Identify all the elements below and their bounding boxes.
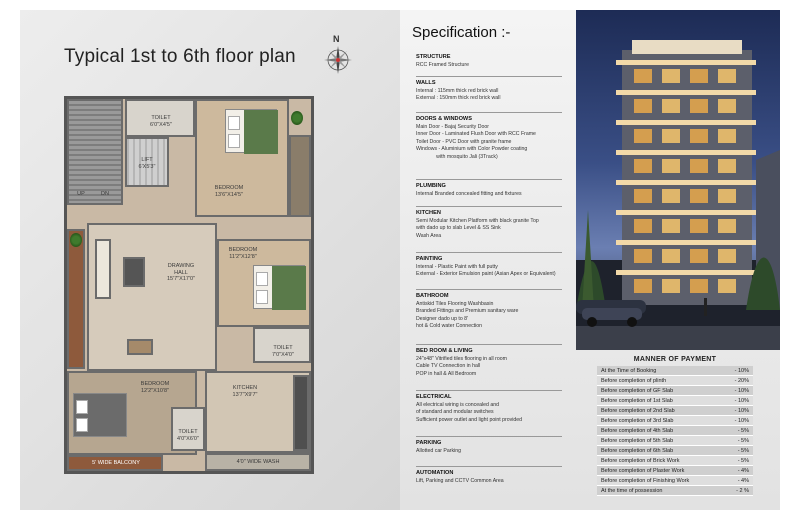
toilet-2-label: TOILET 7'0"X4'0": [272, 345, 294, 358]
building-window: [634, 249, 652, 263]
spec-line: External : 150mm thick red brick wall: [416, 95, 501, 102]
plant-icon: [291, 111, 303, 125]
spec-divider: [416, 112, 562, 113]
spec-section: [416, 54, 566, 69]
spec-heading: AUTOMATION: [416, 470, 454, 476]
payment-table: [597, 366, 753, 496]
payment-percent: - 10%: [734, 408, 749, 414]
center-table: [123, 257, 145, 287]
spec-line: Internal Branded concealed fitting and fixtures: [416, 191, 522, 197]
floor-plan-title: Typical 1st to 6th floor plan: [64, 46, 296, 67]
building-window: [662, 99, 680, 113]
spec-line: Sufficient power outlet and light point provided: [416, 416, 523, 423]
spec-line: Internal - Plastic Paint with full putty: [416, 264, 498, 270]
payment-stage: Before completion of plinth: [601, 378, 667, 384]
building-window: [634, 159, 652, 173]
spec-heading: WALLS: [416, 80, 436, 86]
payment-percent: - 4%: [737, 468, 749, 474]
building-slab: [616, 240, 756, 245]
spec-line: hot & Cold water Connection: [416, 323, 483, 330]
spec-line: RCC Framed Structure: [416, 62, 470, 68]
payment-stage: Before completion of 1st Slab: [601, 398, 673, 404]
kitchen-label: KITCHEN 13'7"X9'7": [232, 385, 258, 398]
building-window: [718, 99, 736, 113]
spec-line: Branded Fittings and Premium sanitary ware: [416, 308, 519, 315]
building-window: [634, 129, 652, 143]
payment-row: [597, 416, 753, 426]
plant-icon: [70, 233, 82, 247]
building-slab: [616, 210, 756, 215]
spec-line: Toilet Door - PVC Door with granite frame: [416, 138, 512, 145]
spec-line: Lift, Parking and CCTV Common Area: [416, 478, 504, 484]
spec-line: with mosquito Jali (3Track): [416, 153, 498, 160]
bed-2: [253, 265, 305, 309]
spec-heading: DOORS & WINDOWS: [416, 116, 472, 122]
building-window: [662, 249, 680, 263]
spec-heading: PLUMBING: [416, 183, 446, 189]
building-window: [690, 99, 708, 113]
spec-section: [416, 470, 566, 485]
payment-percent: - 20%: [734, 378, 749, 384]
building-illustration: [576, 10, 780, 350]
stair-down-label: DN: [101, 191, 109, 197]
spec-line: Allotted car Parking: [416, 448, 461, 454]
building-window: [718, 219, 736, 233]
building-slab: [616, 90, 756, 95]
spec-line: Semi Modular Kitchen Platform with black granite Top: [416, 218, 539, 224]
building-window: [690, 189, 708, 203]
spec-line: 24"x48" Vitrified tiles flooring in all room: [416, 356, 507, 362]
spec-heading: PARKING: [416, 440, 442, 446]
stair-up-label: UP: [77, 191, 85, 197]
building-window: [690, 279, 708, 293]
dining-table: [127, 339, 153, 355]
bedroom-1-label: BEDROOM 13'6"X14'5": [214, 185, 244, 198]
wash-area-label: 4'0" WIDE WASH: [236, 459, 280, 465]
spec-line: All electrical wiring is concealed and: [416, 402, 500, 408]
spec-section: [416, 116, 566, 161]
payment-row: [597, 456, 753, 466]
spec-heading: BED ROOM & LIVING: [416, 348, 473, 354]
spec-section: [416, 210, 566, 240]
building-slab: [616, 180, 756, 185]
compass-north-label: N: [333, 34, 340, 44]
spec-divider: [416, 76, 562, 77]
building-window: [662, 69, 680, 83]
staircase: [67, 99, 123, 205]
spec-heading: KITCHEN: [416, 210, 441, 216]
payment-row: [597, 426, 753, 436]
building-window: [718, 159, 736, 173]
payment-row: [597, 366, 753, 376]
compass-icon: [318, 34, 358, 78]
payment-percent: - 10%: [734, 368, 749, 374]
building-window: [690, 249, 708, 263]
payment-stage: At the time of possession: [601, 488, 663, 494]
payment-row: [597, 466, 753, 476]
spec-line: Antiskid Tiles Flooring Washbasin: [416, 301, 494, 307]
payment-row: [597, 386, 753, 396]
bedroom-3-label: BEDROOM 12'2"X10'8": [140, 381, 170, 394]
spec-heading: BATHROOM: [416, 293, 449, 299]
payment-stage: Before completion of Finishing Work: [601, 478, 690, 484]
spec-line: POP in hall & All Bedroom: [416, 370, 477, 377]
building-window: [662, 189, 680, 203]
spec-section: [416, 348, 566, 378]
floor-plan-drawing: [64, 96, 314, 474]
spec-line: External - Exterior Emulsion paint (Asian Apex or Equivalent): [416, 271, 556, 278]
spec-divider: [416, 436, 562, 437]
payment-percent: - 5%: [737, 458, 749, 464]
payment-stage: Before completion of 4th Slab: [601, 428, 674, 434]
payment-stage: Before completion of Plaster Work: [601, 468, 685, 474]
payment-stage: Before completion of 5th Slab: [601, 438, 674, 444]
bedroom-1-wardrobe: [289, 135, 311, 217]
payment-row: [597, 396, 753, 406]
payment-percent: - 4%: [737, 478, 749, 484]
building-window: [662, 159, 680, 173]
payment-title: MANNER OF PAYMENT: [633, 356, 717, 363]
spec-line: Internal : 115mm thick red brick wall: [416, 88, 499, 94]
spec-heading: PAINTING: [416, 256, 443, 262]
spec-section: [416, 256, 566, 279]
building-window: [718, 129, 736, 143]
spec-divider: [416, 252, 562, 253]
payment-stage: Before completion of 2nd Slab: [601, 408, 675, 414]
spec-divider: [416, 466, 562, 467]
toilet-1-label: TOILET 6'0"X4'5": [150, 115, 172, 128]
toilet-3-label: TOILET 4'0"X6'0": [177, 429, 199, 442]
payment-row: [597, 406, 753, 416]
building-window: [662, 279, 680, 293]
spec-line: Inner Door - Laminated Flush Door with RCC Frame: [416, 131, 536, 138]
building-window: [690, 219, 708, 233]
building-window: [662, 219, 680, 233]
spec-line: Designer dado up to 8': [416, 315, 469, 322]
payment-stage: Before completion of 6th Slab: [601, 448, 674, 454]
spec-line: Main Door - Bajaj Security Door: [416, 124, 489, 130]
building-window: [718, 249, 736, 263]
payment-stage: Before completion of GF Slab: [601, 388, 674, 394]
wide-balcony-label: 5' WIDE BALCONY: [92, 460, 140, 466]
building-slab: [616, 120, 756, 125]
payment-schedule: [597, 356, 753, 496]
payment-percent: - 10%: [734, 388, 749, 394]
payment-stage: Before completion of Brick Work: [601, 458, 680, 464]
building-window: [662, 129, 680, 143]
spec-section: [416, 80, 566, 103]
building-slab: [616, 150, 756, 155]
spec-section: [416, 394, 566, 424]
spec-divider: [416, 179, 562, 180]
payment-percent: - 5%: [737, 448, 749, 454]
payment-percent: - 2 %: [736, 488, 749, 494]
spec-section: [416, 440, 566, 455]
building-window: [634, 99, 652, 113]
building-window: [634, 279, 652, 293]
building-window: [634, 189, 652, 203]
spec-line: Windows - Aluminium with Color Powder coating: [416, 146, 528, 153]
spec-heading: ELECTRICAL: [416, 394, 452, 400]
payment-percent: - 10%: [734, 418, 749, 424]
lift-label: LIFT 6'X5'3": [138, 157, 156, 170]
spec-heading: STRUCTURE: [416, 54, 451, 60]
kitchen-counter: [293, 375, 309, 451]
spec-line: of standard and modular switches: [416, 409, 494, 416]
payment-row: [597, 476, 753, 486]
building-slab: [616, 60, 756, 65]
spec-divider: [416, 390, 562, 391]
payment-row: [597, 446, 753, 456]
payment-stage: Before completion of 3rd Slab: [601, 418, 674, 424]
spec-divider: [416, 206, 562, 207]
building-window: [718, 189, 736, 203]
building-window: [690, 159, 708, 173]
compass-rose-icon: [322, 44, 354, 76]
spec-line: Cable TV Connection in hall: [416, 363, 481, 370]
bed-1: [225, 109, 277, 153]
building-window: [718, 279, 736, 293]
building-window: [634, 219, 652, 233]
payment-row: [597, 486, 753, 496]
building-window: [718, 69, 736, 83]
spec-divider: [416, 344, 562, 345]
drawing-hall-label: DRAWING HALL 15'7"X17'0": [166, 263, 196, 283]
spec-line: Wash Area: [416, 232, 442, 239]
payment-percent: - 10%: [734, 398, 749, 404]
building-window: [690, 129, 708, 143]
spec-section: [416, 183, 566, 198]
spec-line: with dado up to slab Level & SS Sink: [416, 225, 501, 232]
payment-row: [597, 376, 753, 386]
balcony-left: [67, 229, 85, 369]
bedroom-2-label: BEDROOM 11'2"X12'8": [228, 247, 258, 260]
sofa: [95, 239, 111, 299]
spec-section: [416, 293, 566, 331]
bed-3: [73, 393, 127, 437]
building-window: [690, 69, 708, 83]
payment-row: [597, 436, 753, 446]
building-slab: [616, 270, 756, 275]
building-window: [634, 69, 652, 83]
payment-percent: - 5%: [737, 428, 749, 434]
spec-divider: [416, 289, 562, 290]
specification-title: Specification :-: [412, 24, 511, 41]
building-render: [576, 10, 780, 350]
payment-stage: At the Time of Booking: [601, 368, 657, 374]
payment-percent: - 5%: [737, 438, 749, 444]
